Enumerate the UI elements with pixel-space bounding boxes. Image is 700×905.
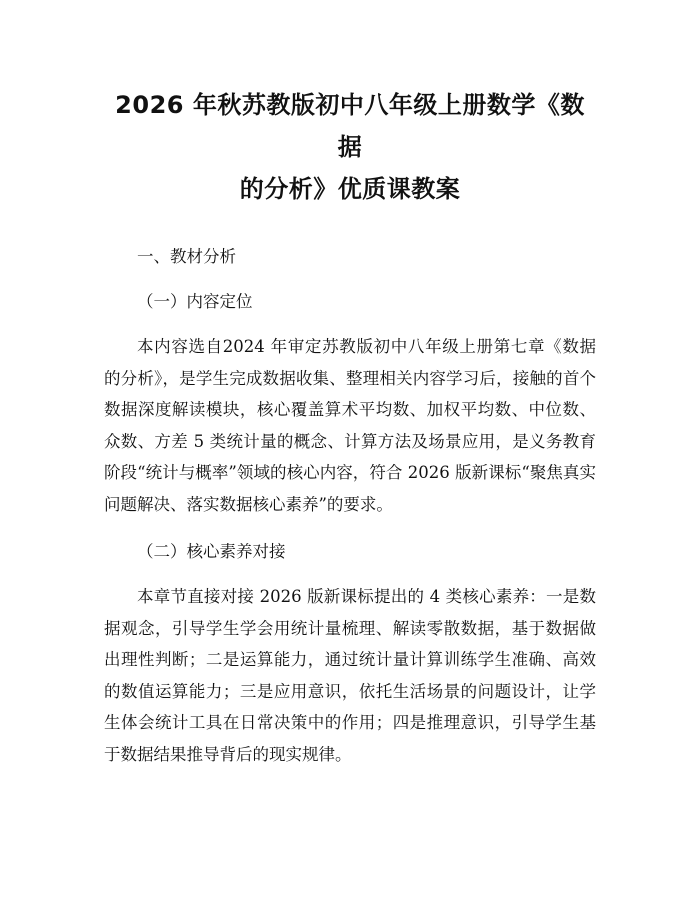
title-line-2: 的分析》优质课教案 [239, 175, 461, 203]
paragraph-core-literacy: 本章节直接对接 2026 版新课标提出的 4 类核心素养：一是数据观念，引导学生学会用统计量梳理、解读零散数据，基于数据做出理性判断；二是运算能力，通过统计量计算训练学生准确、高效的数值运算能力；三是应用意识，依托生活场景的问题设计，让学生体会统计工具在日常决策中的作用；四是推理意识，引导学生基于数据结果推导背后的现实规律。 [104, 587, 596, 764]
paragraph-content-positioning: 本内容选自2024 年审定苏教版初中八年级上册第七章《数据的分析》，是学生完成数据收集、整理相关内容学习后，接触的首个数据深度解读模块，核心覆盖算术平均数、加权平均数、中位数、众数、方差 5 类统计量的概念、计算方法及场景应用，是义务教育阶段“统计与概率”领域的核心内容，符合 2026 版新课标“聚焦真实问题解决、落实数据核心素养”的要求。 [104, 337, 596, 514]
document-title [104, 84, 596, 210]
title-line-1: 2026 年秋苏教版初中八年级上册数学《数据 [115, 91, 585, 161]
section-heading-textbook-analysis: 一、教材分析 [137, 247, 236, 266]
subsection-heading-core-literacy: （二）核心素养对接 [137, 542, 286, 561]
subsection-heading-content-positioning: （一）内容定位 [137, 292, 253, 311]
